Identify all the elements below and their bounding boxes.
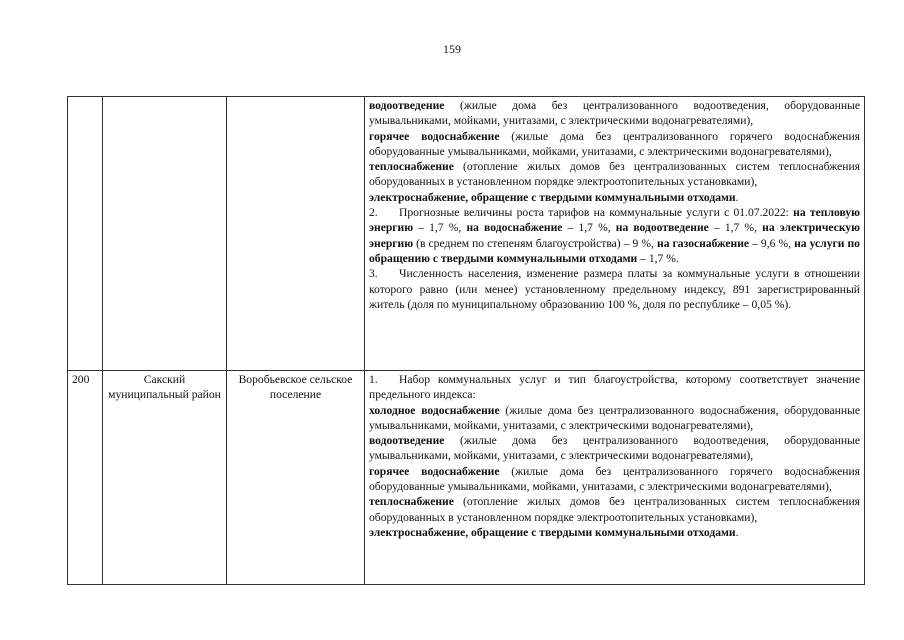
municipal-area-cell (103, 97, 227, 371)
service-text: . (735, 190, 739, 204)
waste-label: на услуги по обращению с твердыми коммунальными отходами (369, 236, 860, 265)
cold-water-paragraph (369, 403, 860, 434)
row-number-cell (68, 97, 103, 371)
table-row (68, 97, 865, 371)
electricity-label: на электрическую энергию (369, 221, 860, 250)
item-number: 2. (369, 206, 378, 220)
gas-value: – 9,6 %, (749, 236, 795, 250)
water-disposal-paragraph (369, 433, 860, 464)
electricity-waste-paragraph (369, 525, 860, 540)
electricity-value: (в среднем по степеням благоустройства) – 9 %, (413, 236, 658, 250)
waste-value: – 1,7 %. (637, 251, 679, 265)
settlement-cell: Воробьевское сельское поселение (227, 371, 365, 585)
service-label: электроснабжение, обращение с твердыми коммунальными отходами (369, 190, 736, 204)
service-text: (жилые дома без централизованного водоснабжения, оборудованные умывальниками, мойками, унитазами, с электрическими водонагревателями), (369, 403, 860, 432)
service-label: горячее водоснабжение (369, 129, 500, 143)
electricity-waste-paragraph (369, 190, 860, 205)
service-text: . (735, 525, 739, 539)
disposal-label: на водоотведение (615, 221, 709, 235)
service-text: (жилые дома без централизованного водоотведения, оборудованные умывальниками, мойками, унитазами, с электрическими водонагревателями), (369, 99, 860, 128)
disposal-value: – 1,7 %, (708, 221, 763, 235)
service-label: электроснабжение, обращение с твердыми коммунальными отходами (369, 525, 736, 539)
item-number: 1. (369, 373, 378, 386)
population-paragraph (369, 266, 860, 312)
hot-water-paragraph (369, 129, 860, 160)
tariff-table (67, 96, 865, 585)
service-text: (отопление жилых домов без централизованных систем теплоснабжения оборудованных в установленном порядке электроотопительных установками), (369, 160, 860, 189)
service-set-paragraph (369, 372, 860, 403)
heat-value: – 1,7 %, (413, 221, 467, 235)
water-disposal-paragraph (369, 98, 860, 129)
description-cell (365, 97, 865, 371)
hot-water-paragraph (369, 464, 860, 495)
description-cell (365, 371, 865, 585)
service-text: (жилые дома без централизованного водоотведения, оборудованные умывальниками, мойками, унитазами, с электрическими водонагревателями), (369, 434, 860, 463)
service-label: водоотведение (369, 99, 445, 112)
service-set-text: Набор коммунальных услуг и тип благоустройства, которому соответствует значение предельного индекса: (369, 373, 860, 402)
heat-label: на тепловую энергию (369, 206, 860, 235)
service-text: (жилые дома без централизованного горячего водоснабжения оборудованные умывальниками, мойками, унитазами, с электрическими водонагревателями), (369, 129, 860, 158)
settlement-cell (227, 97, 365, 371)
municipal-area-cell: Сакский муниципальный район (103, 371, 227, 585)
service-label: холодное водоснабжение (369, 403, 500, 417)
gas-label: на газоснабжение (657, 236, 750, 250)
service-label: теплоснабжение (369, 495, 454, 509)
forecast-intro: Прогнозные величины роста тарифов на коммунальные услуги с 01.07.2022: (399, 206, 789, 220)
heating-paragraph (369, 494, 860, 525)
page-number: 159 (443, 42, 461, 56)
tariff-forecast-paragraph (369, 205, 860, 266)
population-text: Численность населения, изменение размера платы за коммунальные услуги в отношении которого равно (или менее) установленному предельному индексу, 891 зарегистрированный житель (доля по муниципальному образованию 100 %, доля по республике – 0,05 %). (369, 267, 860, 311)
service-label: горячее водоснабжение (369, 464, 500, 478)
service-text: (жилые дома без централизованного горячего водоснабжения оборудованные умывальниками, мойками, унитазами, с электрическими водонагревателями), (369, 464, 860, 494)
service-text: (отопление жилых домов без централизованных систем теплоснабжения оборудованных в установленном порядке электроотопительных установками), (369, 495, 860, 524)
item-number: 3. (369, 267, 378, 281)
table-row (68, 371, 865, 585)
heating-paragraph (369, 159, 860, 190)
row-number-cell: 200 (68, 371, 103, 585)
service-label: теплоснабжение (369, 160, 454, 174)
water-label: на водоснабжение (466, 221, 563, 235)
service-label: водоотведение (369, 434, 445, 448)
water-value: – 1,7 %, (562, 221, 616, 235)
